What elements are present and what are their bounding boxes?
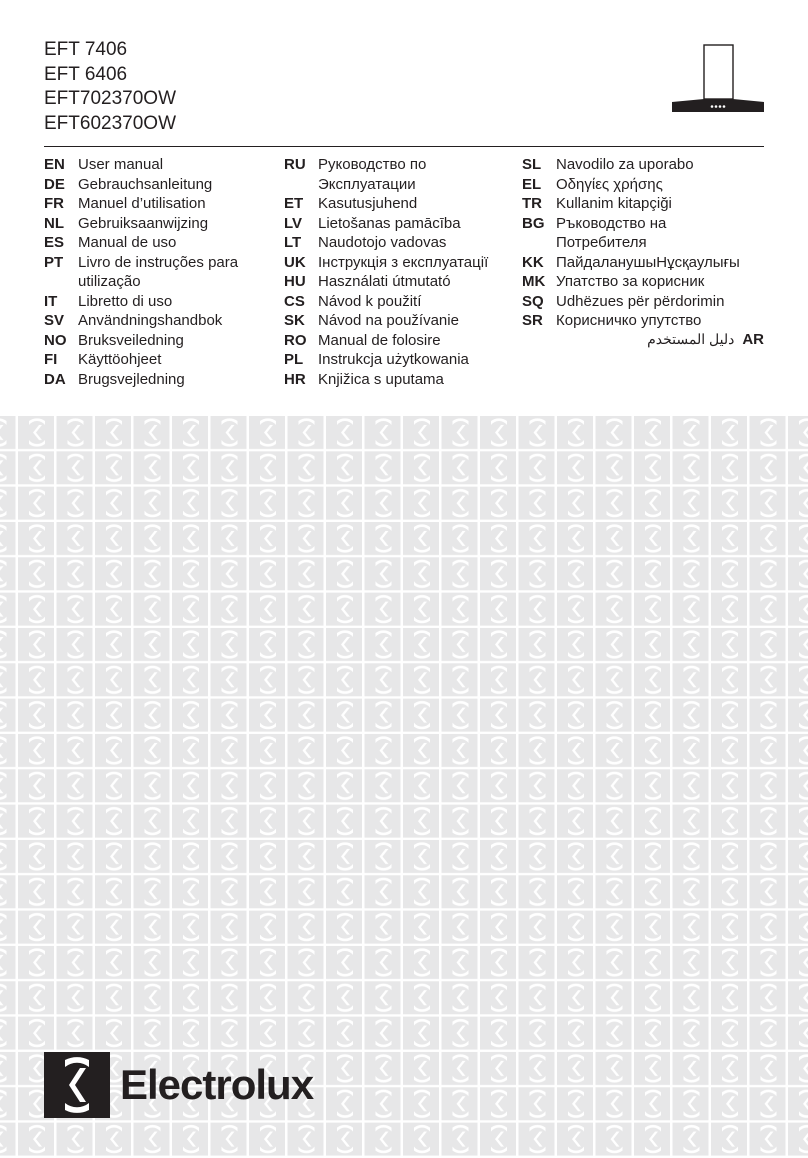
manual-title: Інструкція з експлуатації: [318, 253, 489, 271]
electrolux-logo-pattern: [0, 416, 808, 1158]
language-row: [44, 370, 238, 390]
language-code: MK: [522, 273, 546, 290]
manual-title: Brugsvejledning: [78, 370, 185, 388]
manual-title: Корисничко упутство: [556, 312, 702, 329]
manual-title: User manual: [78, 156, 164, 173]
language-row: [284, 350, 488, 370]
manual-title: Gebrauchsanleitung: [78, 175, 213, 193]
language-code: RU: [284, 156, 306, 173]
language-code: DE: [44, 175, 65, 193]
manual-title: Эксплуатации: [318, 175, 416, 193]
language-row: [44, 175, 238, 195]
language-row: [44, 311, 238, 331]
manual-title: Knjižica s uputama: [318, 370, 444, 388]
language-code: PL: [284, 351, 304, 368]
language-code: LT: [284, 234, 302, 251]
language-code: NO: [44, 331, 67, 349]
language-row: [284, 233, 488, 253]
language-row: [284, 292, 488, 312]
manual-title: Käyttöohjeet: [78, 351, 162, 368]
electrolux-logo-icon: [44, 1052, 110, 1118]
manual-title: Bruksveiledning: [78, 331, 184, 349]
language-row: [522, 311, 740, 331]
language-row: [522, 194, 740, 214]
model-number: EFT 7406: [44, 39, 128, 60]
language-code: RO: [284, 331, 307, 349]
language-code: NL: [44, 214, 64, 232]
language-code: TR: [522, 195, 542, 212]
language-row: [284, 272, 488, 292]
language-row: [284, 331, 488, 351]
language-column-2: [284, 155, 488, 389]
language-code: DA: [44, 370, 66, 388]
manual-title: Navodilo za uporabo: [556, 156, 694, 173]
manual-title: Livro de instruções para: [78, 253, 239, 271]
language-code: HU: [284, 273, 306, 290]
manual-title: Manual de uso: [78, 234, 177, 251]
manual-title: utilização: [78, 273, 141, 290]
manual-title: Manuel d’utilisation: [78, 195, 206, 212]
manual-title: Naudotojo vadovas: [318, 234, 447, 251]
language-row: [522, 272, 740, 292]
language-row: [522, 214, 740, 234]
language-row: [284, 311, 488, 331]
language-code: SL: [522, 156, 542, 173]
language-code: [522, 233, 556, 253]
language-code: SQ: [522, 292, 544, 310]
brand-block: [44, 1052, 344, 1118]
model-number: EFT602370OW: [44, 112, 176, 134]
manual-title: Kasutusjuhend: [318, 195, 418, 212]
language-row: [44, 350, 238, 370]
manual-title: Kullanim kitapçiği: [556, 195, 672, 212]
language-column-1: [44, 155, 238, 389]
language-code: FI: [44, 351, 58, 368]
model-number: EFT702370OW: [44, 88, 176, 109]
language-code: SR: [522, 312, 543, 329]
language-code: CS: [284, 292, 305, 310]
manual-title: Användningshandbok: [78, 312, 223, 329]
language-row: [522, 253, 740, 273]
language-code: AR: [742, 331, 764, 348]
language-code: IT: [44, 292, 58, 310]
model-number: EFT 6406: [44, 63, 128, 85]
manual-title: Lietošanas pamācība: [318, 214, 461, 232]
language-row: [44, 331, 238, 351]
language-row: [522, 155, 740, 175]
language-code: [44, 272, 78, 292]
manual-title: Потребителя: [556, 234, 647, 251]
language-row: [44, 272, 238, 292]
language-row: [284, 370, 488, 390]
language-code: PT: [44, 253, 64, 271]
language-row: [284, 194, 488, 214]
language-row: [284, 175, 488, 195]
model-list: [44, 38, 176, 136]
language-code: ES: [44, 234, 65, 251]
language-row: [44, 194, 238, 214]
language-code: BG: [522, 214, 545, 232]
language-row: [284, 155, 488, 175]
manual-title: Οδηγίες χρήσης: [556, 175, 663, 193]
manual-title: Instrukcja użytkowania: [318, 351, 469, 368]
brand-wordmark: Electrolux: [120, 1061, 314, 1108]
header-divider: [44, 146, 764, 147]
language-code: LV: [284, 214, 303, 232]
manual-title: Manual de folosire: [318, 331, 441, 349]
language-row: [522, 292, 740, 312]
manual-title: Használati útmutató: [318, 273, 451, 290]
language-row-arabic: [520, 330, 764, 350]
language-row: [284, 253, 488, 273]
manual-title: Návod k použití: [318, 292, 422, 310]
manual-title: Ръководство на: [556, 214, 667, 232]
language-code: HR: [284, 370, 306, 388]
cooker-hood-icon: [672, 44, 764, 112]
manual-title: Návod na používanie: [318, 312, 459, 329]
language-row: [522, 175, 740, 195]
manual-title: ПайдаланушыНұсқаулығы: [556, 253, 740, 271]
language-code: SK: [284, 312, 305, 329]
language-row: [44, 253, 238, 273]
language-row: [44, 292, 238, 312]
manual-title: Упатство за корисник: [556, 273, 705, 290]
language-code: ET: [284, 195, 304, 212]
language-row: [522, 233, 740, 253]
manual-title: Gebruiksaanwijzing: [78, 214, 209, 232]
language-code: SV: [44, 312, 65, 329]
language-row: [284, 214, 488, 234]
language-row: [44, 214, 238, 234]
language-column-3: [522, 155, 740, 331]
language-code: EL: [522, 175, 542, 193]
language-row: [44, 155, 238, 175]
manual-title: دليل المستخدم: [647, 331, 735, 347]
language-code: FR: [44, 195, 64, 212]
language-row: [44, 233, 238, 253]
manual-title: Руководство по: [318, 156, 427, 173]
language-code: UK: [284, 253, 306, 271]
manual-title: Libretto di uso: [78, 292, 173, 310]
manual-title: Udhëzues për përdorimin: [556, 292, 725, 310]
language-code: KK: [522, 253, 544, 271]
language-code: [284, 175, 318, 195]
language-code: EN: [44, 156, 65, 173]
